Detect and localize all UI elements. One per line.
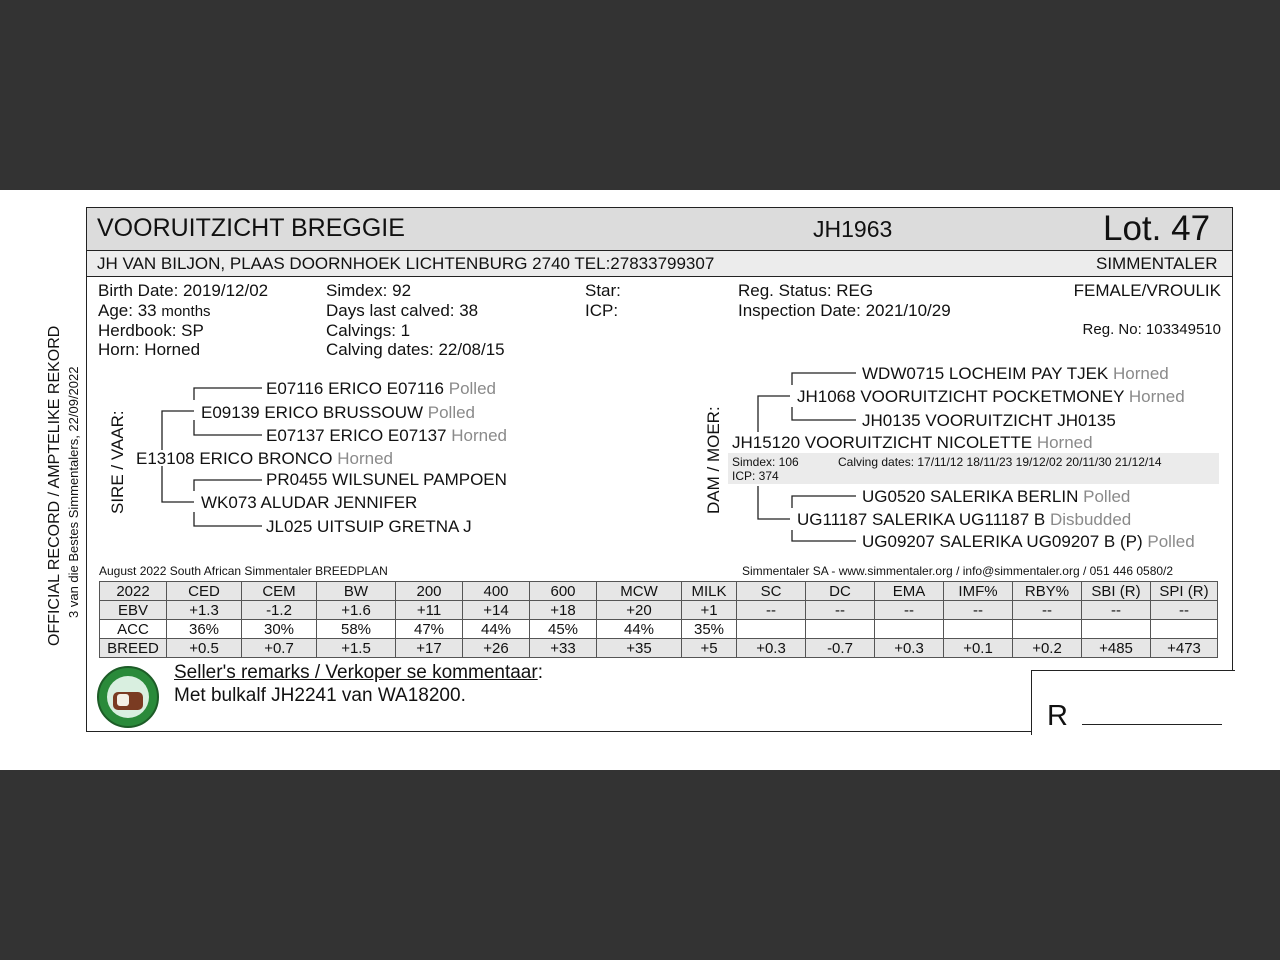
table-cell: +1.6 (317, 601, 396, 620)
table-cell (875, 620, 944, 639)
table-cell: 45% (530, 620, 597, 639)
dam-sire-dam: JH0135 VOORUITZICHT JH0135 (862, 411, 1116, 430)
dam-calving-dates: Calving dates: 17/11/12 18/11/23 19/12/02 20/11/30 21/12/14 (838, 455, 1162, 469)
animal-name: VOORUITZICHT BREGGIE (97, 214, 405, 242)
table-cell (1082, 620, 1151, 639)
table-row (100, 620, 1218, 639)
dam-dam-horn: Disbudded (1049, 510, 1132, 529)
table-cell: +20 (597, 601, 682, 620)
inspection-date: Inspection Date: 2021/10/29 (738, 301, 951, 320)
table-cell: EBV (100, 601, 167, 620)
table-cell: -- (806, 601, 875, 620)
sire-name: E13108 ERICO BRONCO (136, 449, 333, 468)
dam-simdex: Simdex: 106 (732, 455, 799, 469)
age-value: Age: 33 (98, 301, 157, 320)
sire-dam-sire: PR0455 WILSUNEL PAMPOEN (266, 470, 507, 489)
table-cell: +485 (1082, 639, 1151, 658)
table-cell: +0.3 (737, 639, 806, 658)
table-header: 400 (463, 582, 530, 601)
table-cell: -- (737, 601, 806, 620)
table-header: DC (806, 582, 875, 601)
herdbook: Herdbook: SP (98, 321, 204, 340)
table-header: SC (737, 582, 806, 601)
official-record-label: OFFICIAL RECORD / AMPTELIKE REKORD (46, 325, 63, 646)
ddd-horn: Polled (1147, 532, 1195, 551)
sss-name: E07116 ERICO E07116 (266, 379, 444, 398)
table-cell: -- (1013, 601, 1082, 620)
table-header: RBY% (1013, 582, 1082, 601)
dam-label: DAM / MOER: (704, 406, 723, 514)
animal-id: JH1963 (813, 216, 893, 242)
breedplan-caption: August 2022 South African Simmentaler BREEDPLAN (99, 564, 388, 578)
sire-sire-dam (266, 426, 507, 446)
table-cell: +5 (682, 639, 737, 658)
dam-icp: ICP: 374 (732, 469, 779, 483)
dam-horn: Horned (1036, 433, 1093, 452)
owner-line: JH VAN BILJON, PLAAS DOORNHOEK LICHTENBURG 2740 TEL:27833799307 (97, 254, 715, 273)
table-header: MILK (682, 582, 737, 601)
table-row (100, 639, 1218, 658)
table-cell (806, 620, 875, 639)
calvings: Calvings: 1 (326, 321, 411, 340)
table-cell: +473 (1151, 639, 1218, 658)
table-cell: +0.1 (944, 639, 1013, 658)
table-cell: +0.7 (242, 639, 317, 658)
table-cell: 44% (463, 620, 530, 639)
dam-dam-dam (862, 532, 1195, 552)
table-header: 200 (396, 582, 463, 601)
table-cell: +11 (396, 601, 463, 620)
dam (732, 433, 1093, 453)
ebv-header-row (100, 582, 1218, 601)
sex: FEMALE/VROULIK (1073, 281, 1221, 300)
dam-dam-sire (862, 487, 1130, 507)
dam-sire-name: JH1068 VOORUITZICHT POCKETMONEY (797, 387, 1125, 406)
dam-dam-name: UG11187 SALERIKA UG11187 B (797, 510, 1046, 529)
table-header: 2022 (100, 582, 167, 601)
table-cell: -- (1151, 601, 1218, 620)
remarks-colon: : (537, 662, 543, 683)
ddd-name: UG09207 SALERIKA UG09207 B (P) (862, 532, 1143, 551)
table-cell: -- (1082, 601, 1151, 620)
sale-caption: 3 van die Bestes Simmentalers, 22/09/2022 (66, 366, 81, 618)
table-cell (944, 620, 1013, 639)
table-cell: +26 (463, 639, 530, 658)
age-unit: months (161, 303, 211, 320)
table-header: 600 (530, 582, 597, 601)
table-cell (1013, 620, 1082, 639)
dam-dam (797, 510, 1131, 530)
table-header: MCW (597, 582, 682, 601)
table-cell: BREED (100, 639, 167, 658)
dam-sire-sire (862, 364, 1169, 384)
ssd-name: E07137 ERICO E07137 (266, 426, 447, 445)
days-last-calved: Days last calved: 38 (326, 301, 479, 320)
association-contact: Simmentaler SA - www.simmentaler.org / info@simmentaler.org / 051 446 0580/2 (742, 564, 1174, 578)
table-header: IMF% (944, 582, 1013, 601)
table-cell: +18 (530, 601, 597, 620)
table-header: CEM (242, 582, 317, 601)
ebv-table (99, 581, 1218, 658)
lot-number: Lot. 47 (1103, 209, 1211, 248)
dds-horn: Polled (1083, 487, 1131, 506)
table-cell: +0.5 (167, 639, 242, 658)
simmentaler-logo-icon (97, 666, 159, 728)
dam-sire (797, 387, 1185, 407)
reg-number: Reg. No: 103349510 (1082, 321, 1221, 338)
dds-name: UG0520 SALERIKA BERLIN (862, 487, 1079, 506)
calving-dates: Calving dates: 22/08/15 (326, 340, 505, 359)
remarks-heading-text: Seller's remarks / Verkoper se kommentaar (174, 662, 538, 683)
table-cell: -1.2 (242, 601, 317, 620)
table-header: SPI (R) (1151, 582, 1218, 601)
icp: ICP: (585, 301, 619, 320)
table-header: EMA (875, 582, 944, 601)
simdex: Simdex: 92 (326, 281, 412, 300)
remarks-heading (174, 662, 543, 684)
sss-horn: Polled (448, 379, 496, 398)
table-cell: ACC (100, 620, 167, 639)
sire-dam-dam: JL025 UITSUIP GRETNA J (266, 517, 472, 536)
table-row (100, 601, 1218, 620)
remarks-text: Met bulkalf JH2241 van WA18200. (174, 685, 466, 706)
dss-name: WDW0715 LOCHEIM PAY TJEK (862, 364, 1109, 383)
star: Star: (585, 281, 621, 300)
table-cell: 58% (317, 620, 396, 639)
table-header: SBI (R) (1082, 582, 1151, 601)
table-cell: 47% (396, 620, 463, 639)
table-cell: -- (875, 601, 944, 620)
sire-label: SIRE / VAAR: (108, 410, 127, 514)
dam-name: JH15120 VOORUITZICHT NICOLETTE (732, 433, 1033, 452)
sire-dam: WK073 ALUDAR JENNIFER (201, 493, 418, 512)
table-header: CED (167, 582, 242, 601)
price-label: R (1047, 700, 1068, 732)
table-cell: +14 (463, 601, 530, 620)
sire-sire-name: E09139 ERICO BRUSSOUW (201, 403, 424, 422)
table-cell: 35% (682, 620, 737, 639)
table-cell: +33 (530, 639, 597, 658)
sire-sire (201, 403, 475, 423)
table-cell: 30% (242, 620, 317, 639)
table-cell: +35 (597, 639, 682, 658)
table-cell: +1 (682, 601, 737, 620)
sire-sire-sire (266, 379, 496, 399)
breed-label: SIMMENTALER (1096, 254, 1218, 273)
sire (136, 449, 393, 469)
table-cell: 36% (167, 620, 242, 639)
sire-sire-horn: Polled (427, 403, 476, 422)
table-cell: 44% (597, 620, 682, 639)
table-cell (1151, 620, 1218, 639)
table-cell: -0.7 (806, 639, 875, 658)
price-line[interactable] (1082, 724, 1222, 725)
dam-sire-horn: Horned (1128, 387, 1185, 406)
table-cell: -- (944, 601, 1013, 620)
birth-date: Birth Date: 2019/12/02 (98, 281, 269, 300)
table-cell: +1.3 (167, 601, 242, 620)
table-header: BW (317, 582, 396, 601)
table-cell (737, 620, 806, 639)
sire-horn: Horned (337, 449, 394, 468)
table-cell: +17 (396, 639, 463, 658)
horn-status: Horn: Horned (98, 340, 201, 359)
reg-status: Reg. Status: REG (738, 281, 874, 300)
ssd-horn: Horned (451, 426, 508, 445)
logo-cow-head (117, 694, 129, 706)
table-cell: +0.3 (875, 639, 944, 658)
table-cell: +1.5 (317, 639, 396, 658)
dss-horn: Horned (1113, 364, 1169, 383)
table-cell: +0.2 (1013, 639, 1082, 658)
